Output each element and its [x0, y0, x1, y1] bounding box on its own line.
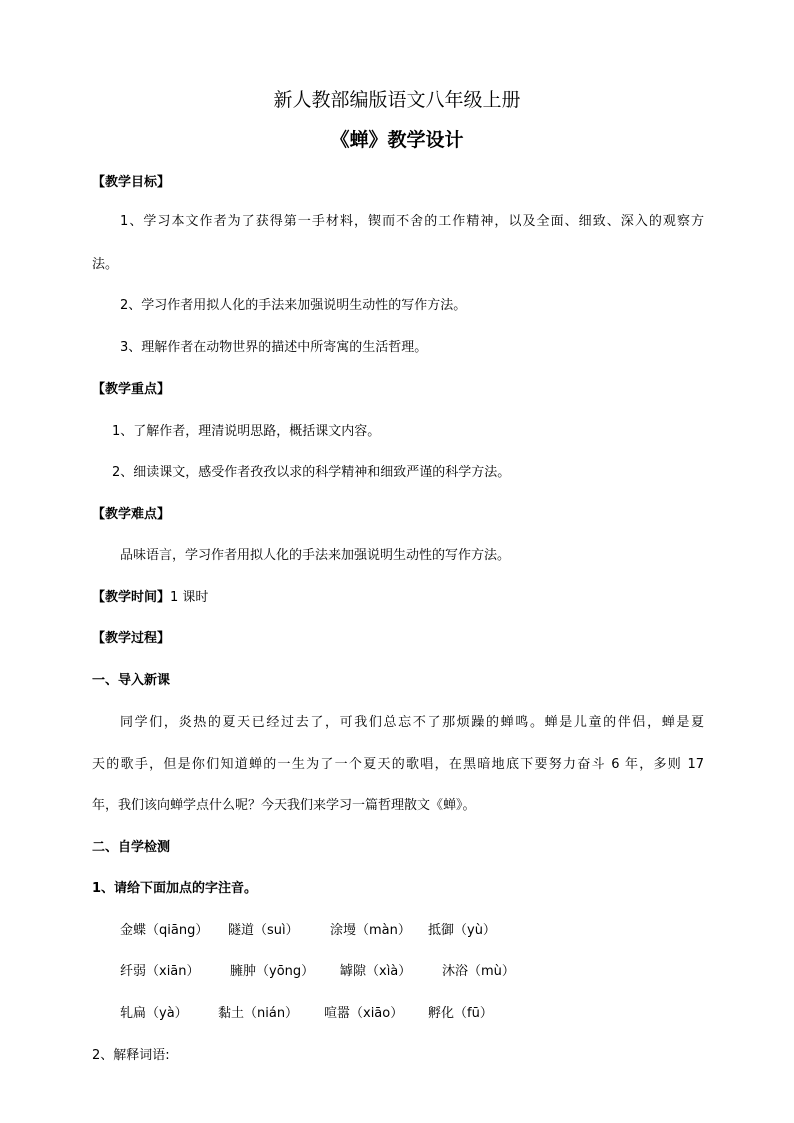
pinyin-item: 纤弱（xiān） — [120, 964, 200, 979]
pinyin-item: 轧扁（yà） — [120, 1006, 188, 1021]
difficulty-1: 品味语言，学习作者用拟人化的手法来加强说明生动性的写作方法。 — [120, 548, 511, 563]
goal-1-line-a: 1、学习本文作者为了获得第一手材料，锲而不舍的工作精神，以及全面、细致、深入的观察方 — [120, 214, 704, 229]
pinyin-item: 隧道（suì） — [228, 923, 299, 938]
time-value: 1 课时 — [170, 590, 209, 605]
part-2-heading: 二、自学检测 — [92, 840, 171, 855]
pinyin-item: 金蝶（qiāng） — [120, 923, 209, 938]
difficulty-heading: 【教学难点】 — [92, 507, 171, 522]
pinyin-item: 臃肿（yōng） — [230, 964, 315, 979]
pinyin-item: 罅隙（xìà） — [340, 964, 412, 979]
goal-3: 3、理解作者在动物世界的描述中所寄寓的生活哲理。 — [120, 340, 428, 355]
goal-1-line-b: 法。 — [92, 257, 119, 272]
pinyin-item: 沐浴（mù） — [442, 964, 515, 979]
question-1-heading: 1、请给下面加点的字注音。 — [92, 881, 258, 896]
document-title: 新人教部编版语文八年级上册 — [273, 89, 521, 111]
key-point-1: 1、了解作者，理清说明思路，概括课文内容。 — [112, 424, 381, 439]
intro-line-a: 同学们，炎热的夏天已经过去了，可我们总忘不了那烦躁的蝉鸣。蝉是儿童的伴侣，蝉是夏 — [120, 715, 704, 730]
pinyin-item: 抵御（yù） — [428, 923, 496, 938]
pinyin-item: 黏土（nián） — [218, 1006, 299, 1021]
goals-heading: 【教学目标】 — [92, 175, 171, 190]
pinyin-item: 涂墁（màn） — [330, 923, 411, 938]
key-points-heading: 【教学重点】 — [92, 382, 171, 397]
time-line — [92, 590, 208, 606]
part-1-heading: 一、导入新课 — [92, 673, 171, 688]
pinyin-item: 孵化（fū） — [428, 1006, 493, 1021]
pinyin-item: 喧嚣（xiāo） — [324, 1006, 404, 1021]
question-2-heading: 2、解释词语: — [92, 1048, 170, 1063]
intro-line-b: 天的歌手，但是你们知道蝉的一生为了一个夏天的歌唱，在黑暗地底下要努力奋斗 6 年，多则 17 — [92, 757, 704, 772]
process-heading: 【教学过程】 — [92, 631, 171, 646]
document-subtitle: 《蝉》教学设计 — [330, 129, 464, 151]
goal-2: 2、学习作者用拟人化的手法来加强说明生动性的写作方法。 — [120, 298, 467, 313]
time-heading: 【教学时间】 — [92, 590, 171, 605]
key-point-2: 2、细读课文，感受作者孜孜以求的科学精神和细致严谨的科学方法。 — [112, 465, 511, 480]
intro-line-c: 年，我们该向蝉学点什么呢？今天我们来学习一篇哲理散文《蝉》。 — [92, 798, 476, 813]
